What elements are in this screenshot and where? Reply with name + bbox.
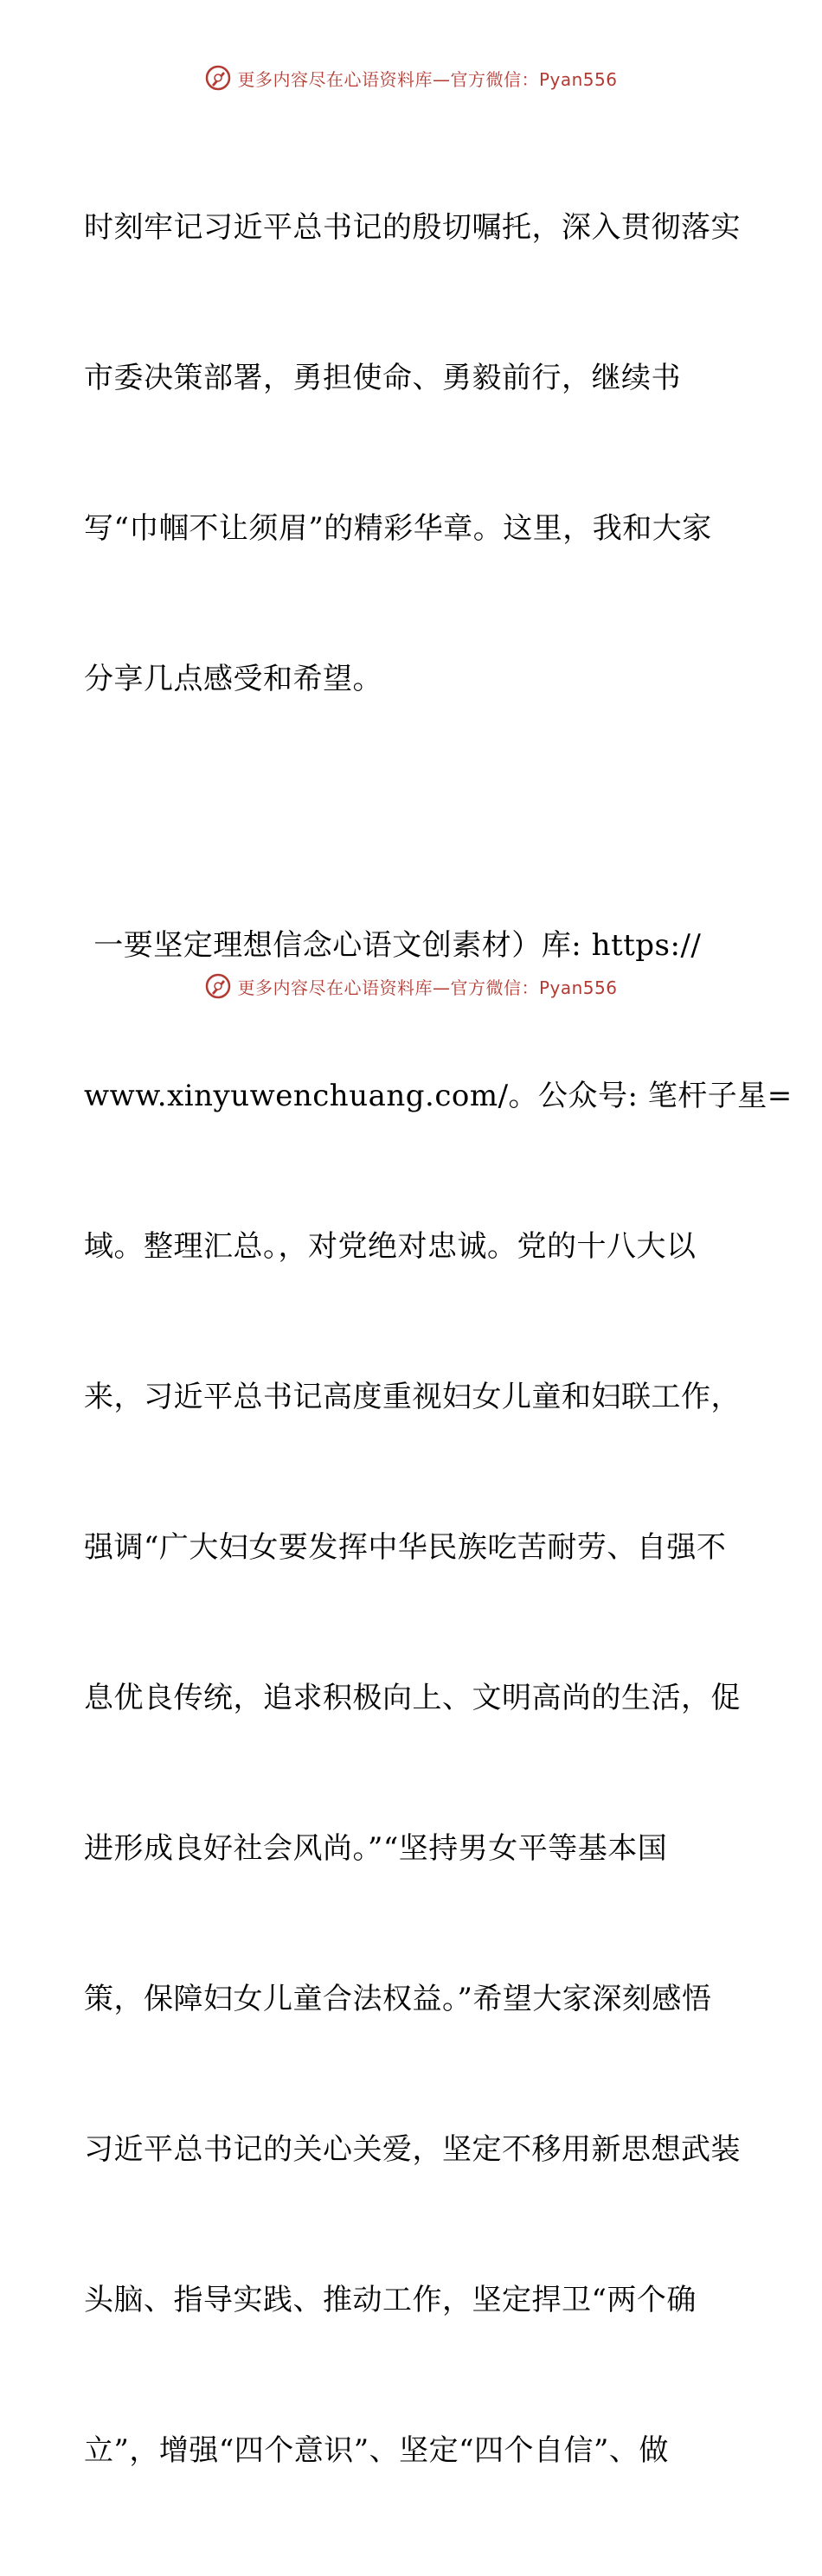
text-line: 策，保障妇女儿童合法权益。”希望大家深刻感悟 (84, 1982, 712, 2016)
paragraph-point-one (84, 820, 793, 2576)
footer-banner (0, 969, 822, 1003)
text-line: 分享几点感受和希望。 (84, 662, 382, 696)
quill-badge-icon (204, 972, 232, 1000)
text-line: 来，习近平总书记高度重视妇女儿童和妇联工作， (84, 1380, 741, 1414)
header-banner (0, 61, 822, 95)
text-line: 强调“广大妇女要发挥中华民族吃苦耐劳、自强不 (84, 1530, 727, 1565)
banner-text: 更多内容尽在心语资料库—官方微信：Pyan556 (237, 68, 618, 90)
text-line: 进形成良好社会风尚。”“坚持男女平等基本国 (84, 1831, 668, 1866)
text-line: 域。整理汇总。，对党绝对忠诚。党的十八大以 (84, 1229, 697, 1264)
text-line: 习近平总书记的关心关爱，坚定不移用新思想武装 (84, 2132, 741, 2167)
text-line: 立”，增强“四个意识”、坚定“四个自信”、做 (84, 2433, 669, 2468)
text-line: 头脑、指导实践、推动工作，坚定捍卫“两个确 (84, 2283, 697, 2317)
quill-badge-icon (204, 64, 232, 92)
text-line: 市委决策部署，勇担使命、勇毅前行，继续书 (84, 361, 681, 395)
banner-text: 更多内容尽在心语资料库—官方微信：Pyan556 (237, 977, 618, 998)
text-line: www.xinyuwenchuang.com/。公众号: 笔杆子星= (84, 1079, 793, 1113)
paragraph-intro (84, 102, 742, 804)
text-line: 写“巾帼不让须眉”的精彩华章。这里，我和大家 (84, 511, 712, 546)
text-line: 息优良传统，追求积极向上、文明高尚的生活，促 (84, 1681, 741, 1715)
document-body (84, 102, 793, 2576)
text-line: 一要坚定理想信念心语文创素材）库: https:// (84, 928, 702, 963)
text-line: 时刻牢记习近平总书记的殷切嘱托，深入贯彻落实 (84, 210, 741, 245)
